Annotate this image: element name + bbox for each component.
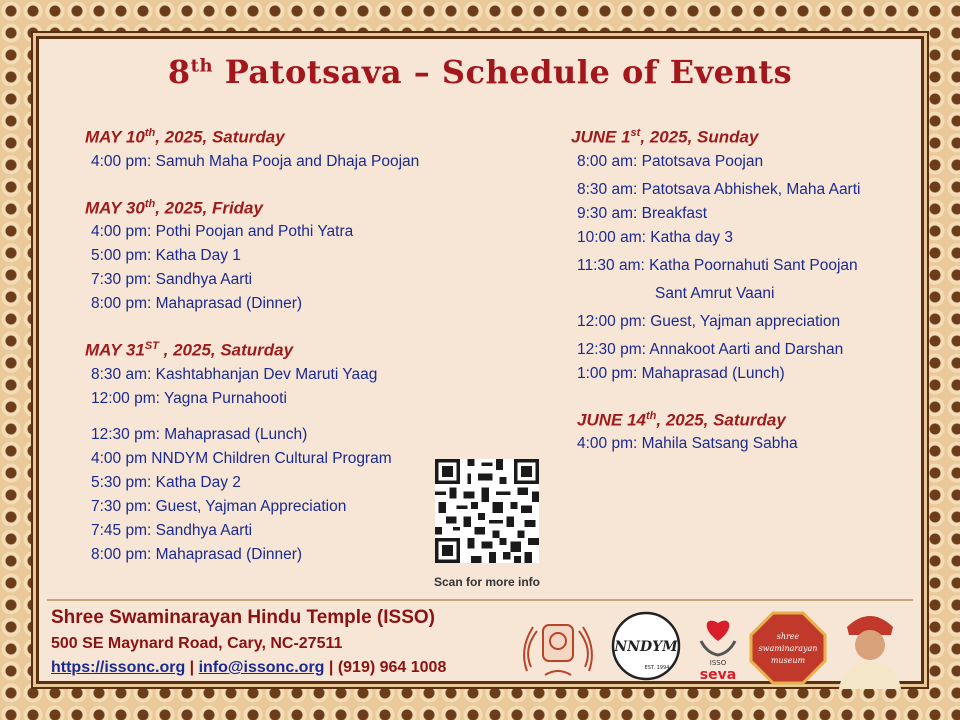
event-item: 9:30 am: Breakfast: [577, 204, 708, 222]
svg-text:ISSO: ISSO: [709, 659, 727, 667]
day-heading-may-30: MAY 30th, 2025, Friday: [85, 197, 263, 218]
event-item: 12:00 pm: Guest, Yajman appreciation: [577, 312, 841, 330]
schedule-left-column: [85, 127, 475, 569]
contact-line: https://issonc.org | info@issonc.org | (919) 964 1008: [51, 659, 447, 676]
event-item: 7:30 pm: Guest, Yajman Appreciation: [91, 497, 347, 515]
day-heading-june-1: JUNE 1st, 2025, Sunday: [571, 127, 759, 147]
event-item: 8:30 am: Kashtabhanjan Dev Maruti Yaag: [91, 365, 378, 383]
qr-code[interactable]: [435, 459, 539, 563]
nndym-logo-icon: [611, 611, 681, 681]
email-link[interactable]: info@issonc.org: [198, 659, 325, 676]
event-item: 8:00 pm: Mahaprasad (Dinner): [91, 545, 303, 563]
temple-emblem-icon: [515, 611, 601, 687]
event-item: 11:30 am: Katha Poornahuti Sant Poojan: [577, 256, 858, 274]
svg-text:shree: shree: [776, 632, 800, 641]
qr-caption: Scan for more info: [433, 575, 540, 589]
event-item: 5:30 pm: Katha Day 2: [91, 473, 241, 491]
swaminarayan-museum-logo-icon: [749, 611, 827, 685]
event-item: 8:00 pm: Mahaprasad (Dinner): [91, 295, 303, 313]
page-title: 8th Patotsava – Schedule of Events: [167, 53, 793, 91]
day-heading-may-10: MAY 10th, 2025, Saturday: [85, 127, 285, 147]
event-item: 4:00 pm NNDYM Children Cultural Program: [91, 449, 392, 467]
svg-text:seva: seva: [699, 667, 737, 683]
event-item: 7:30 pm: Sandhya Aarti: [91, 271, 253, 289]
content-panel: [36, 36, 924, 684]
event-item: 12:00 pm: Yagna Purnahooti: [91, 389, 287, 407]
event-item: 7:45 pm: Sandhya Aarti: [91, 521, 253, 539]
isso-seva-logo-icon: [691, 611, 745, 691]
svg-text:museum: museum: [770, 656, 806, 665]
event-item: 12:30 pm: Mahaprasad (Lunch): [91, 425, 308, 443]
svg-text:swaminarayan: swaminarayan: [758, 644, 818, 653]
svg-text:NNDYM: NNDYM: [614, 639, 678, 655]
event-item: 8:00 am: Patotsava Poojan: [577, 152, 764, 170]
day-heading-may-31: MAY 31ST , 2025, Saturday: [85, 340, 294, 360]
event-item: 4:00 pm: Pothi Poojan and Pothi Yatra: [91, 223, 354, 241]
event-item: 12:30 pm: Annakoot Aarti and Darshan: [577, 340, 844, 358]
day-heading-june-14: JUNE 14th, 2025, Saturday: [577, 409, 786, 430]
event-item: 5:00 pm: Katha Day 1: [91, 247, 241, 265]
temple-name: Shree Swaminarayan Hindu Temple (ISSO): [51, 607, 435, 628]
footer-divider: [47, 599, 913, 601]
temple-address: 500 SE Maynard Road, Cary, NC-27511: [51, 635, 343, 652]
svg-text:EST. 1994: EST. 1994: [644, 665, 670, 671]
event-item: 1:00 pm: Mahaprasad (Lunch): [577, 364, 785, 382]
event-item: 4:00 pm: Mahila Satsang Sabha: [577, 435, 798, 453]
website-link[interactable]: https://issonc.org: [51, 659, 186, 676]
event-item: 4:00 pm: Samuh Maha Pooja and Dhaja Poojan: [91, 152, 420, 170]
schedule-right-column: [571, 127, 911, 458]
event-item: Sant Amrut Vaani: [655, 284, 775, 302]
event-item: 8:30 am: Patotsava Abhishek, Maha Aarti: [577, 180, 861, 198]
phone-number: (919) 964 1008: [337, 659, 447, 676]
event-item: 10:00 am: Katha day 3: [577, 228, 733, 246]
guru-portrait-icon: [833, 605, 907, 689]
